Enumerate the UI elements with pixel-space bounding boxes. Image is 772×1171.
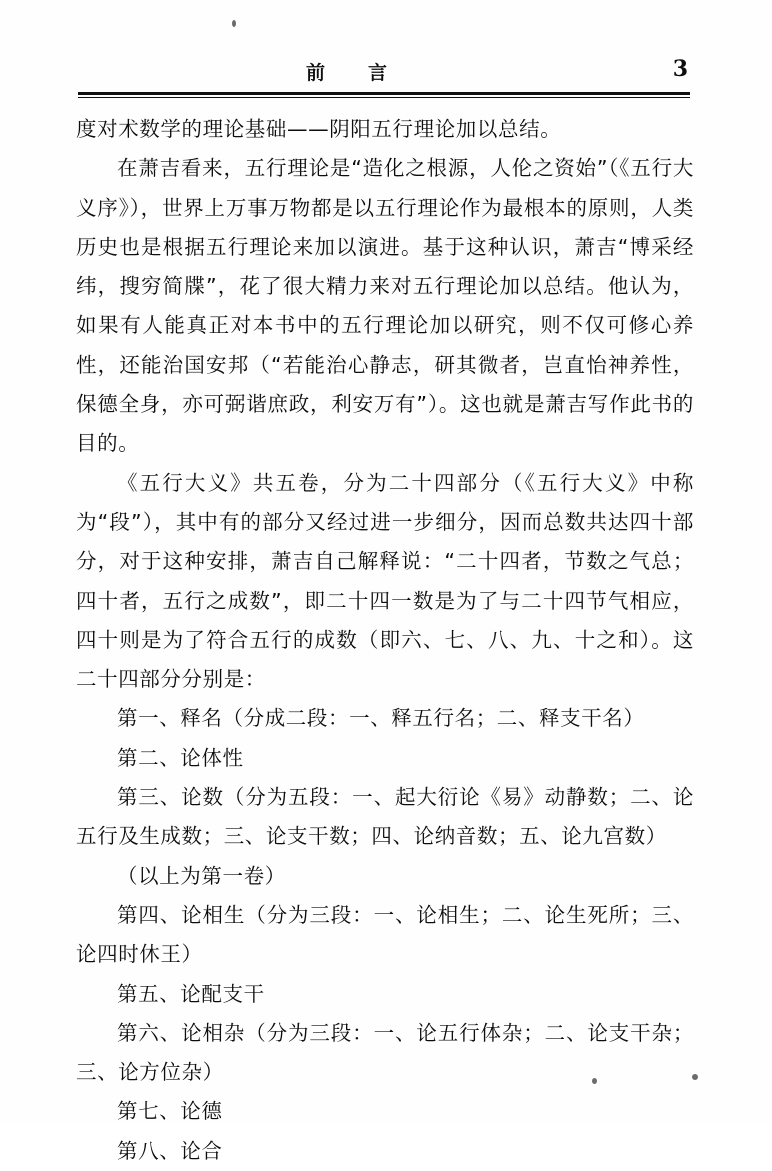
paragraph: 在萧吉看来，五行理论是“造化之根源，人伦之资始”（《五行大义序》），世界上万事万物都是以五行理论作为最根本的原则，人类历史也是根据五行理论来加以演进。基于这种认识，萧吉“博采经纬，搜穷简牒”，花了很大精力来对五行理论加以总结。他认为，如果有人能真正对本书中的五行理论加以研究，则不仅可修心养性，还能治国安邦（“若能治心静志，研其微者，岂直怡神养性，保德全身，亦可弼谐庶政，利安万有”）。这也就是萧吉写作此书的目的。 xyxy=(76,156,694,456)
header-rule-thin xyxy=(78,97,690,98)
paragraph: 《五行大义》共五卷，分为二十四部分（《五行大义》中称为“段”），其中有的部分又经过进一步细分，因而总数共达四十部分，对于这种安排，萧吉自己解释说：“二十四者，节数之气总；四十者，五行之成数”，即二十四一数是为了与二十四节气相应，四十则是为了符合五行的成数（即六、七、八、九、十之和）。这二十四部分分别是： xyxy=(76,470,694,692)
page-header xyxy=(78,58,690,92)
paragraph: 第二、论体性 xyxy=(117,745,244,770)
page-number: 3 xyxy=(672,56,688,82)
paragraph: 第五、论配支干 xyxy=(117,981,265,1006)
header-rule-thick xyxy=(78,92,690,95)
header-title: 前 言 xyxy=(306,62,400,84)
body-text xyxy=(76,110,694,1171)
paragraph: 度对术数学的理论基础——阴阳五行理论加以总结。 xyxy=(76,117,562,141)
paragraph: 第六、论相杂（分为三段：一、论五行体杂；二、论支干杂；三、论方位杂） xyxy=(76,1020,694,1085)
paragraph: （以上为第一卷） xyxy=(117,863,286,888)
paragraph: 第四、论相生（分为三段：一、论相生；二、论生死所；三、论四时休王） xyxy=(76,902,694,967)
paragraph: 第八、论合 xyxy=(117,1138,223,1163)
paragraph: 第三、论数（分为五段：一、起大衍论《易》动静数；二、论五行及生成数；三、论支干数；四、论纳音数；五、论九宫数） xyxy=(76,785,694,849)
scan-speck xyxy=(232,20,236,27)
paragraph: 第一、释名（分成二段：一、释五行名；二、释支干名） xyxy=(117,706,645,731)
paragraph: 第七、论德 xyxy=(117,1099,223,1124)
